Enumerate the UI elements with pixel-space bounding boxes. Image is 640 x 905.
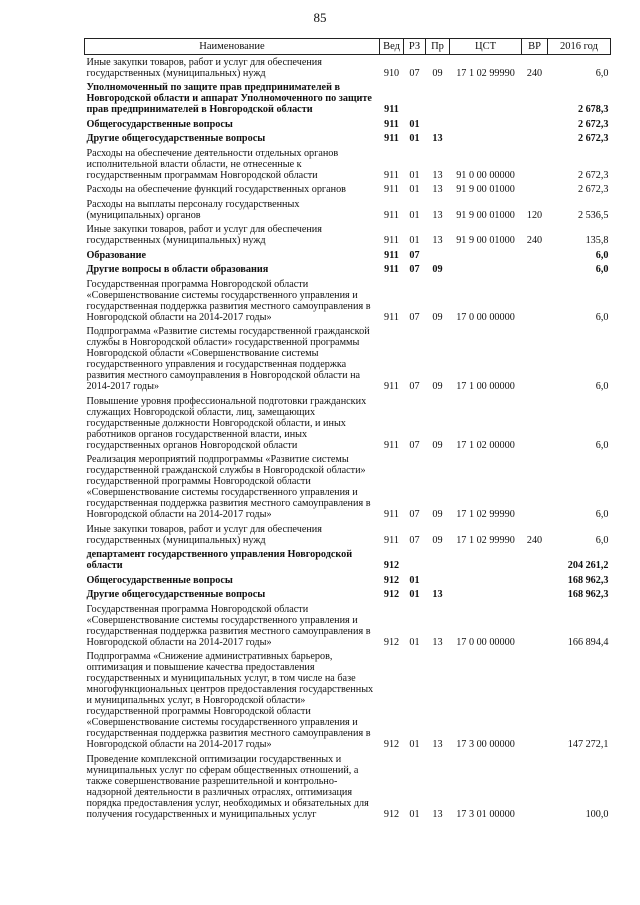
row-pr: 13 [432, 133, 443, 144]
row-cst: 91 0 00 00000 [456, 169, 515, 181]
row-cst [450, 588, 522, 603]
row-cst [450, 263, 522, 278]
row-name: Иные закупки товаров, работ и услуг для обеспечения государственных (муниципальных) нужд [86, 56, 322, 79]
row-cst [450, 132, 522, 147]
row-name: Другие общегосударственные вопросы [86, 589, 266, 600]
row-rz: 07 [409, 439, 420, 451]
row-rz: 01 [409, 589, 420, 600]
row-rz: 01 [409, 739, 420, 750]
row-rz [404, 81, 426, 118]
row-rz: 01 [409, 808, 420, 820]
row-ved: 911 [384, 311, 399, 323]
table-body [85, 55, 611, 822]
row-rz: 07 [409, 509, 420, 520]
row-amount: 2 678,3 [577, 104, 609, 115]
column-header-pr: Пр [426, 39, 450, 55]
row-name: Общегосударственные вопросы [86, 574, 233, 586]
row-amount: 2 672,3 [577, 169, 609, 181]
table-row [85, 650, 611, 753]
row-name: Расходы на обеспечение функций государственных органов [86, 184, 346, 195]
row-amount: 2 672,3 [577, 184, 609, 195]
row-name: Государственная программа Новгородской области «Совершенствование системы государственного управления и государственная поддержка развития местного самоуправления в Новгородской области на 2014-2017 годы» [86, 278, 371, 323]
row-ved: 911 [384, 381, 399, 392]
row-ved: 911 [384, 118, 399, 130]
row-vr [522, 650, 548, 753]
row-amount: 6,0 [595, 67, 609, 79]
row-pr: 13 [432, 636, 443, 648]
row-amount: 6,0 [595, 534, 609, 546]
row-amount: 2 672,3 [577, 133, 609, 144]
row-pr: 09 [432, 311, 443, 323]
row-pr: 13 [432, 808, 443, 820]
table-row [85, 197, 611, 223]
row-cst: 17 0 00 00000 [456, 636, 515, 648]
table-row [85, 588, 611, 603]
row-name: Подпрограмма «Развитие системы государственной гражданской службы в Новгородской области» государственной программы Новгородской области «Совершенствование системы государственного управления и государственная поддержка развития местного самоуправления в Новгородской области на 2014-2017 годы» [86, 326, 370, 392]
row-rz: 07 [409, 381, 420, 392]
row-ved: 911 [384, 209, 399, 221]
row-cst [450, 548, 522, 574]
row-ved: 912 [383, 739, 400, 750]
row-ved: 911 [384, 133, 399, 144]
row-pr: 13 [432, 209, 443, 221]
row-name: Иные закупки товаров, работ и услуг для обеспечения государственных (муниципальных) нужд [86, 224, 322, 246]
row-name: Расходы на обеспечение деятельности отдельных органов исполнительной власти области, не отнесенные к государственным программам Новгородской области [86, 147, 339, 181]
row-rz: 01 [409, 184, 420, 195]
column-header-name: Наименование [85, 39, 380, 55]
row-name: Подпрограмма «Снижение административных барьеров, оптимизация и повышение качества предоставления государственных и муниципальных услуг, в том числе на базе многофункциональных центров предоставления государственных и муниципальных услуг, в Новгородской области» государственной программы Новгородской области «Совершенствование системы государственного управления и государственная поддержка развития местного самоуправления в Новгородской области на 2014-2017 годы» [86, 651, 374, 750]
row-name: Другие общегосударственные вопросы [86, 133, 266, 144]
row-ved: 912 [383, 560, 400, 571]
table-row [85, 263, 611, 278]
table-row [85, 146, 611, 183]
row-amount: 6,0 [595, 439, 609, 451]
row-name: Повышение уровня профессиональной подготовки гражданских служащих Новгородской области, лиц, замещающих государственные должности Новгородской области, и иных работников органов государственной власти, иных государственных органов Новгородской области [86, 395, 367, 451]
column-header-vr: ВР [522, 39, 548, 55]
row-vr [522, 573, 548, 588]
table-row [85, 325, 611, 395]
row-ved: 911 [384, 439, 399, 451]
row-name: Реализация мероприятий подпрограммы «Развитие системы государственной гражданской службы в Новгородской области» государственной программы Новгородской области «Совершенствование системы государственного управления и государственная поддержка развития местного самоуправления в Новгородской области на 2014-2017 годы» [86, 454, 371, 520]
row-amount: 6,0 [595, 264, 609, 275]
row-vr [522, 183, 548, 198]
row-ved: 911 [384, 509, 399, 520]
row-name: Иные закупки товаров, работ и услуг для обеспечения государственных (муниципальных) нужд [86, 523, 322, 546]
row-pr: 13 [432, 589, 443, 600]
row-cst: 17 1 02 99990 [456, 509, 515, 520]
row-rz [404, 548, 426, 574]
row-cst: 17 1 00 00000 [456, 381, 515, 392]
row-pr: 09 [432, 67, 443, 79]
table-row [85, 752, 611, 822]
row-vr [522, 277, 548, 325]
row-pr: 13 [432, 169, 443, 181]
row-pr: 13 [432, 235, 443, 246]
row-cst [450, 573, 522, 588]
row-rz: 01 [409, 169, 420, 181]
row-rz: 07 [409, 534, 420, 546]
row-amount: 100,0 [585, 808, 609, 820]
row-vr [522, 325, 548, 395]
row-vr [522, 548, 548, 574]
row-pr: 13 [432, 184, 443, 195]
row-ved: 910 [383, 67, 400, 79]
row-amount: 6,0 [595, 509, 609, 520]
table-row [85, 223, 611, 249]
row-amount: 166 894,4 [567, 636, 609, 648]
row-amount: 2 536,5 [577, 209, 609, 221]
row-name: Другие вопросы в области образования [86, 264, 269, 275]
row-cst [450, 81, 522, 118]
row-pr: 09 [432, 439, 443, 451]
row-amount: 204 261,2 [567, 560, 609, 571]
row-ved: 911 [384, 184, 399, 195]
row-cst: 17 1 02 00000 [456, 439, 515, 451]
row-pr: 09 [432, 264, 443, 275]
row-amount: 6,0 [595, 311, 609, 323]
row-pr: 09 [432, 509, 443, 520]
table-row [85, 132, 611, 147]
row-cst: 17 1 02 99990 [456, 534, 515, 546]
column-header-rz: РЗ [404, 39, 426, 55]
row-ved: 912 [383, 808, 400, 820]
row-vr [522, 117, 548, 132]
column-header-ved: Вед [380, 39, 404, 55]
row-vr: 240 [526, 67, 543, 79]
row-name: департамент государственного управления Новгородской области [86, 549, 353, 571]
row-rz: 07 [409, 249, 420, 261]
row-cst: 17 3 00 00000 [456, 739, 515, 750]
row-name: Образование [86, 249, 147, 261]
row-ved: 912 [383, 574, 400, 586]
row-pr: 09 [432, 381, 443, 392]
table-row [85, 183, 611, 198]
row-ved: 911 [384, 264, 399, 275]
table-row [85, 602, 611, 650]
row-pr [426, 81, 450, 118]
budget-table [84, 38, 611, 822]
column-header-year: 2016 год [548, 39, 611, 55]
row-amount: 2 672,3 [577, 118, 609, 130]
row-rz: 01 [409, 118, 420, 130]
row-rz: 01 [409, 235, 420, 246]
row-vr: 240 [526, 235, 543, 246]
row-cst [450, 117, 522, 132]
row-cst: 91 9 00 01000 [456, 235, 515, 246]
row-ved: 911 [384, 104, 399, 115]
row-cst: 91 9 00 01000 [456, 209, 515, 221]
row-amount: 147 272,1 [567, 739, 609, 750]
row-cst: 91 9 00 01000 [456, 184, 515, 195]
row-amount: 168 962,3 [567, 574, 609, 586]
row-amount: 135,8 [585, 235, 609, 246]
table-row [85, 522, 611, 548]
table-row [85, 117, 611, 132]
row-pr [426, 548, 450, 574]
table-row [85, 81, 611, 118]
row-vr [522, 248, 548, 263]
row-rz: 01 [409, 574, 420, 586]
row-ved: 911 [384, 169, 399, 181]
row-vr [522, 752, 548, 822]
table-header [85, 39, 611, 55]
row-vr [522, 132, 548, 147]
row-ved: 911 [384, 534, 399, 546]
row-name: Уполномоченный по защите прав предпринимателей в Новгородской области и аппарат Уполномоченного по защите прав предпринимателей в Новгородской области [86, 82, 372, 115]
row-vr: 120 [526, 209, 543, 221]
row-name: Расходы на выплаты персоналу государственных (муниципальных) органов [86, 198, 300, 221]
row-vr: 240 [526, 534, 543, 546]
row-rz: 07 [409, 311, 420, 323]
row-rz: 07 [409, 264, 420, 275]
row-name: Проведение комплексной оптимизации государственных и муниципальных услуг по сферам общественных отношений, а также совершенствование разрешительной и контрольно-надзорной деятельности в различных отраслях, оптимизация порядка предоставления услуг, необходимых и обязательных для получения государственных и муниципальных услуг [86, 753, 369, 820]
row-vr [522, 81, 548, 118]
row-rz: 01 [409, 636, 420, 648]
row-pr [426, 573, 450, 588]
row-ved: 911 [384, 235, 399, 246]
row-vr [522, 146, 548, 183]
row-ved: 912 [383, 636, 400, 648]
row-vr [522, 453, 548, 523]
row-pr [426, 248, 450, 263]
table-row [85, 548, 611, 574]
row-name: Общегосударственные вопросы [86, 118, 233, 130]
table-row [85, 277, 611, 325]
row-vr [522, 602, 548, 650]
row-vr [522, 588, 548, 603]
row-cst: 17 1 02 99990 [456, 67, 515, 79]
page-number: 85 [313, 10, 327, 25]
row-ved: 911 [384, 249, 399, 261]
table-row [85, 453, 611, 523]
row-amount: 6,0 [595, 249, 609, 261]
row-cst: 17 0 00 00000 [456, 311, 515, 323]
row-vr [522, 394, 548, 453]
column-header-cst: ЦСТ [450, 39, 522, 55]
row-pr: 13 [432, 739, 443, 750]
row-amount: 168 962,3 [567, 589, 609, 600]
table-row [85, 248, 611, 263]
row-ved: 912 [383, 589, 400, 600]
row-amount: 6,0 [595, 381, 609, 392]
row-vr [522, 263, 548, 278]
table-row [85, 394, 611, 453]
row-rz: 07 [409, 67, 420, 79]
row-pr [426, 117, 450, 132]
row-rz: 01 [409, 209, 420, 221]
table-row [85, 573, 611, 588]
row-cst: 17 3 01 00000 [456, 808, 515, 820]
row-cst [450, 248, 522, 263]
row-pr: 09 [432, 534, 443, 546]
table-row [85, 55, 611, 81]
row-rz: 01 [409, 133, 420, 144]
row-name: Государственная программа Новгородской области «Совершенствование системы государственного управления и государственная поддержка развития местного самоуправления в Новгородской области на 2014-2017 годы» [86, 603, 371, 648]
